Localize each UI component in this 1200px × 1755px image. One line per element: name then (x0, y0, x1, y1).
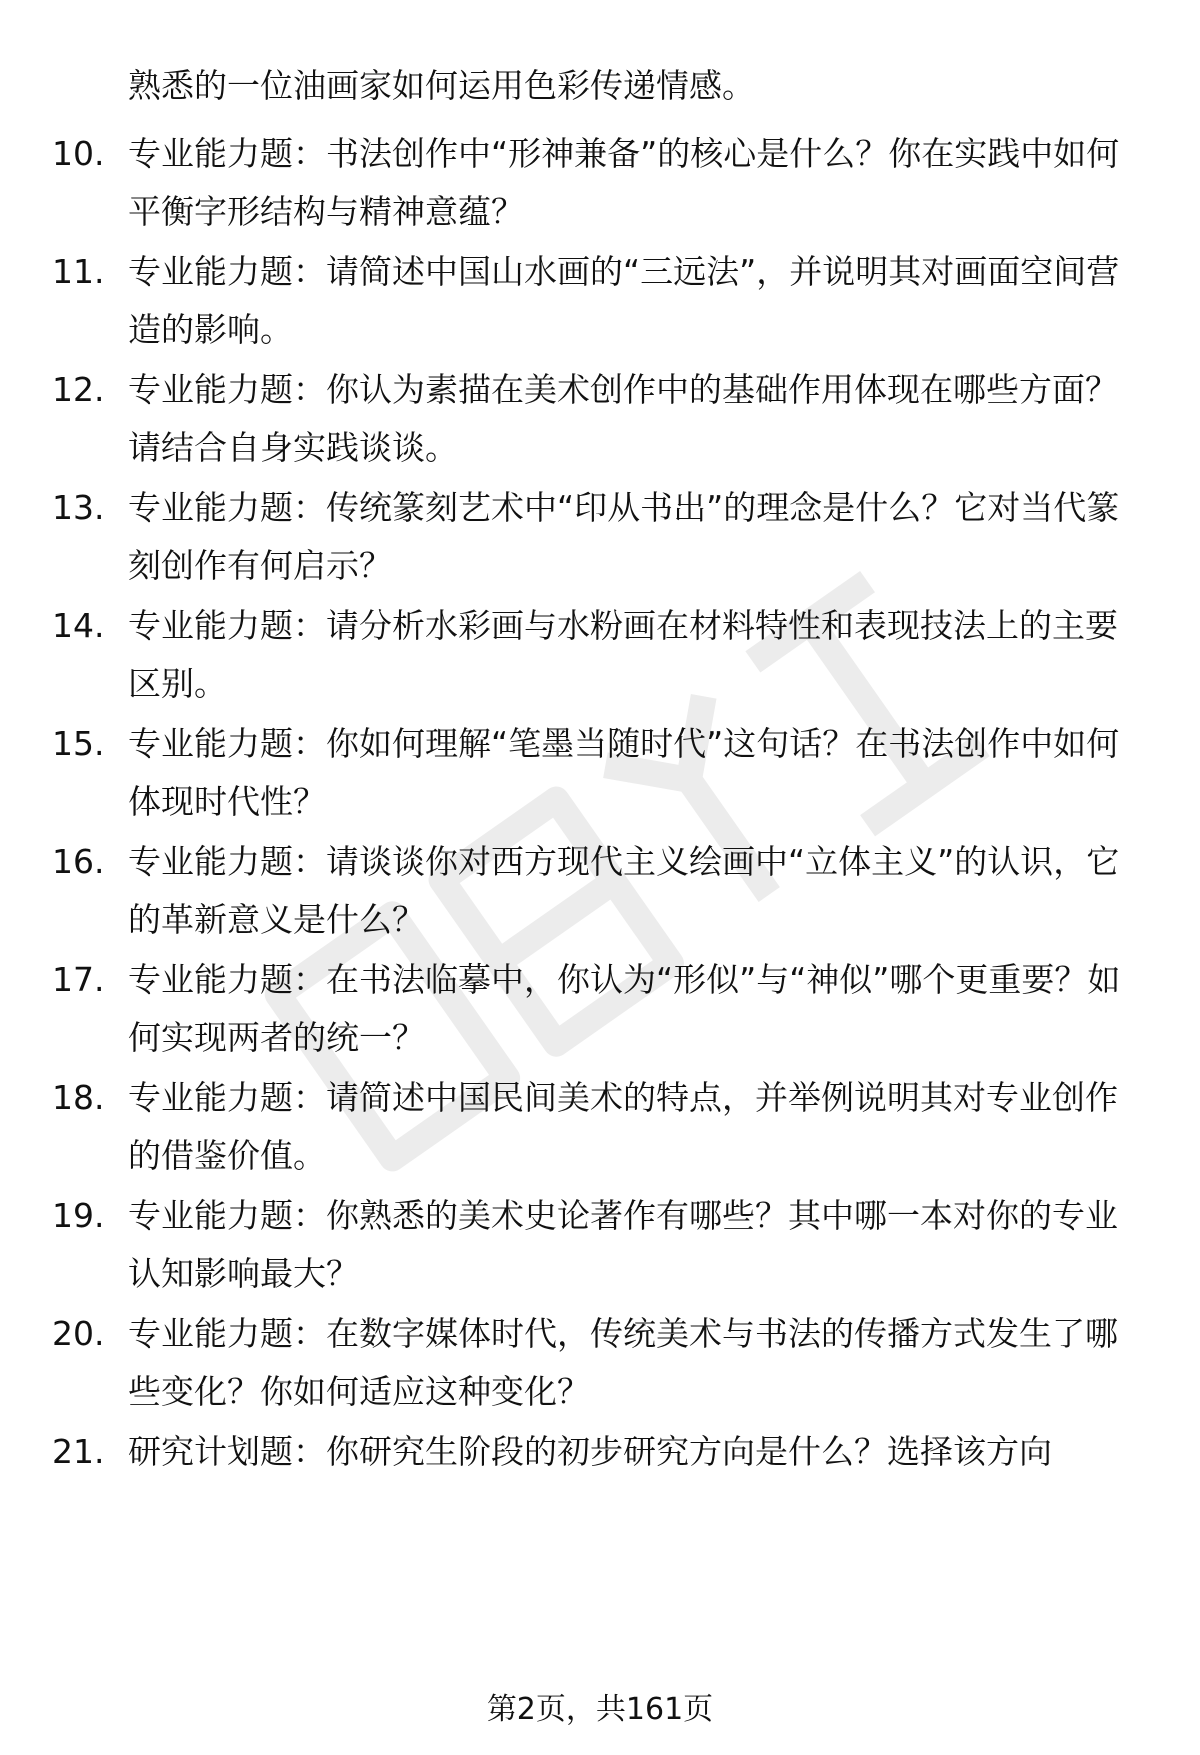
continuation-text: 熟悉的一位油画家如何运用色彩传递情感。 (128, 66, 755, 105)
question-text: 专业能力题：请简述中国山水画的“三远法”，并说明其对画面空间营造的影响。 (128, 252, 1120, 349)
question-number: 16. (52, 842, 105, 881)
question-text: 专业能力题：请分析水彩画与水粉画在材料特性和表现技法上的主要区别。 (128, 606, 1118, 703)
question-number: 12. (52, 370, 105, 409)
question-text: 专业能力题：你熟悉的美术史论著作有哪些？其中哪一本对你的专业认知影响最大？ (128, 1196, 1118, 1293)
question-text: 专业能力题：你如何理解“笔墨当随时代”这句话？在书法创作中如何体现时代性？ (128, 724, 1120, 821)
question-number: 21. (52, 1432, 105, 1471)
question-text: 专业能力题：在数字媒体时代，传统美术与书法的传播方式发生了哪些变化？你如何适应这种变化？ (128, 1314, 1118, 1411)
question-number: 19. (52, 1196, 105, 1235)
question-text: 专业能力题：请简述中国民间美术的特点，并举例说明其对专业创作的借鉴价值。 (128, 1078, 1118, 1175)
question-number: 11. (52, 252, 105, 291)
question-number: 14. (52, 606, 105, 645)
question-text: 专业能力题：传统篆刻艺术中“印从书出”的理念是什么？它对当代篆刻创作有何启示？ (128, 488, 1120, 585)
question-number: 20. (52, 1314, 105, 1353)
question-number: 18. (52, 1078, 105, 1117)
question-text: 研究计划题：你研究生阶段的初步研究方向是什么？选择该方向 (128, 1432, 1052, 1471)
page-footer: 第2页，共161页 (486, 1692, 714, 1727)
question-number: 17. (52, 960, 105, 999)
question-number: 10. (52, 134, 105, 173)
question-number: 13. (52, 488, 105, 527)
question-text: 专业能力题：请谈谈你对西方现代主义绘画中“立体主义”的认识，它的革新意义是什么？ (128, 842, 1120, 939)
question-text: 专业能力题：你认为素描在美术创作中的基础作用体现在哪些方面？请结合自身实践谈谈。 (128, 370, 1118, 467)
question-number: 15. (52, 724, 105, 763)
question-text: 专业能力题：书法创作中“形神兼备”的核心是什么？你在实践中如何平衡字形结构与精神意蕴？ (128, 134, 1120, 231)
question-text: 专业能力题：在书法临摹中，你认为“形似”与“神似”哪个更重要？如何实现两者的统一？ (128, 960, 1121, 1057)
